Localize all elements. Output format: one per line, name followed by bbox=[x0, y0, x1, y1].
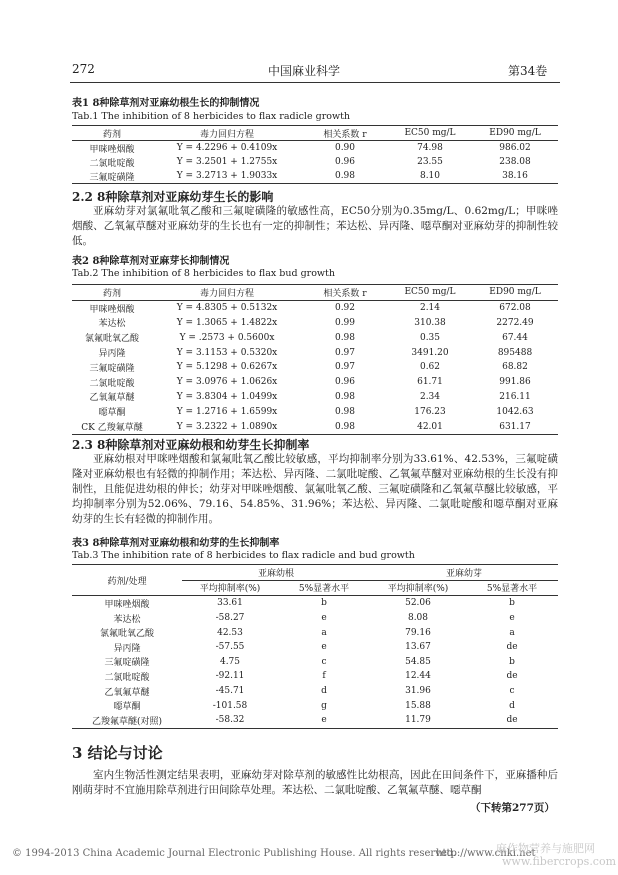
group-header: 亚麻幼根 bbox=[182, 565, 370, 581]
table-row bbox=[72, 684, 558, 699]
cell: 苯达松 bbox=[113, 614, 141, 625]
table-row bbox=[72, 625, 558, 640]
cell: Y = 3.2713 + 1.9033x bbox=[176, 171, 278, 181]
cell: d bbox=[509, 700, 515, 711]
cell: 2.34 bbox=[419, 391, 441, 402]
cell: 986.02 bbox=[499, 143, 531, 153]
col-header: ED90 mg/L bbox=[489, 287, 541, 298]
cell: g bbox=[321, 700, 327, 711]
volume-label: 第34卷 bbox=[508, 64, 548, 78]
cell: d bbox=[321, 686, 327, 697]
cell: 异丙隆 bbox=[113, 643, 141, 654]
cell: 38.16 bbox=[502, 171, 528, 181]
section-3-body bbox=[72, 768, 558, 798]
cell: 0.97 bbox=[334, 347, 356, 358]
paragraph: 亚麻幼芽对氯氟吡氧乙酸和三氟啶磺隆的敏感性高，EC50分别为0.35mg/L、0.62mg/L；甲咪唑烟酸、乙氧氟草醚对亚麻幼芽的生长也有一定的抑制性；苯达松、异丙隆、噁草酮对亚麻幼芽的抑制性较低。 bbox=[72, 205, 558, 247]
cell: 三氟啶磺隆 bbox=[89, 363, 135, 374]
copyright-notice: © 1994-2013 China Academic Journal Electronic Publishing House. All rights reserved. bbox=[12, 848, 457, 859]
cell: CK 乙羧氟草醚 bbox=[81, 423, 143, 434]
cell: e bbox=[321, 613, 327, 624]
table-header-row bbox=[72, 285, 558, 301]
col-header: 相关系数 r bbox=[323, 129, 367, 140]
cell: 异丙隆 bbox=[98, 349, 126, 360]
cell: 噁草酮 bbox=[113, 702, 141, 713]
col-header: 毒力回归方程 bbox=[199, 288, 254, 299]
table-row bbox=[72, 300, 558, 315]
table1-caption-en: Tab.1 The inhibition of 8 herbicides to flax radicle growth bbox=[72, 111, 351, 122]
sub-header: 5%显著水平 bbox=[486, 584, 538, 595]
cell: 氯氟吡氧乙酸 bbox=[99, 629, 154, 640]
watermark-url: www.fibercrops.com bbox=[502, 855, 617, 868]
cell: 3491.20 bbox=[411, 347, 449, 358]
table2-caption-en: Tab.2 The inhibition of 8 herbicides to flax bud growth bbox=[72, 268, 335, 279]
cell: Y = 1.2716 + 1.6599x bbox=[176, 406, 278, 417]
paragraph: 亚麻幼根对甲咪唑烟酸和氯氟吡氧乙酸比较敏感，平均抑制率分别为33.61%、42.53%，三氟啶磺隆对亚麻幼根也有轻微的抑制作用；苯达松、异丙隆、二氯吡啶酸、乙氧氟草醚对亚麻幼根的生长没有抑制性，且能促进幼根的伸长；幼芽对甲咪唑烟酸、氯氟吡氧乙酸、三氟啶磺隆和乙氧氟草醚比较敏感，平均抑制率分别为52.06%、79.16、54.85%、31.96%；苯达松、异丙隆、二氯吡啶酸和噁草酮对亚麻幼芽的生长有轻微的抑制作用。 bbox=[72, 453, 558, 525]
cell: 0.98 bbox=[334, 391, 356, 402]
group-header: 亚麻幼芽 bbox=[370, 565, 558, 581]
cell: 二氯吡啶酸 bbox=[104, 672, 150, 683]
paragraph: 室内生物活性测定结果表明，亚麻幼芽对除草剂的敏感性比幼根高，因此在田间条件下，亚麻播种后刚萌芽时不宜施用除草剂进行田间除草处理。苯达松、二氯吡啶酸、乙氧氟草醚、噁草酮 bbox=[72, 769, 558, 796]
table-row bbox=[72, 360, 558, 375]
section-2-3-body bbox=[72, 452, 558, 527]
cell: 8.10 bbox=[419, 171, 441, 181]
sub-header: 5%显著水平 bbox=[298, 584, 350, 595]
section-2-3-title: 2.3 8种除草剂对亚麻幼根和幼芽生长抑制率 bbox=[72, 438, 310, 452]
table2 bbox=[72, 284, 558, 435]
cell: -101.58 bbox=[212, 700, 248, 711]
table-row bbox=[72, 316, 558, 331]
cell: 672.08 bbox=[499, 303, 531, 314]
cell: 176.23 bbox=[414, 406, 446, 417]
cell: 33.61 bbox=[217, 598, 243, 609]
cell: 42.01 bbox=[417, 421, 443, 432]
cell: 0.98 bbox=[334, 171, 356, 181]
cell: Y = 4.8305 + 0.5132x bbox=[176, 303, 278, 314]
cell: Y = 3.8304 + 1.0499x bbox=[176, 391, 278, 402]
watermark-text: 麻作物营养与施肥网 bbox=[496, 842, 595, 855]
cell: 苯达松 bbox=[98, 319, 126, 330]
footer-url-link[interactable]: http://www.cnki.net bbox=[436, 848, 536, 859]
table-row bbox=[72, 698, 558, 713]
cell: 13.67 bbox=[405, 642, 431, 653]
cell: 4.75 bbox=[219, 656, 241, 667]
cell: 乙氧氟草醚 bbox=[89, 393, 135, 404]
cell: c bbox=[509, 686, 515, 697]
table-row bbox=[72, 390, 558, 405]
cell: 54.85 bbox=[405, 656, 431, 667]
cell: 0.92 bbox=[334, 303, 356, 314]
table-group-header-row bbox=[72, 565, 558, 581]
col-header: 药剂 bbox=[102, 288, 121, 299]
cell: 0.98 bbox=[334, 406, 356, 417]
header-rule bbox=[70, 82, 560, 83]
table-row bbox=[72, 330, 558, 345]
cell: Y = 3.2322 + 1.0890x bbox=[176, 421, 278, 432]
table-row bbox=[72, 713, 558, 728]
table2-caption-cn: 表2 8种除草剂对亚麻芽长抑制情况 bbox=[72, 256, 230, 267]
cell: 216.11 bbox=[499, 391, 531, 402]
cell: 2.14 bbox=[419, 303, 441, 314]
table-row bbox=[72, 596, 558, 611]
cell: Y = 5.1298 + 0.6267x bbox=[176, 362, 278, 373]
cell: Y = 1.3065 + 1.4822x bbox=[176, 317, 278, 328]
table-row bbox=[72, 655, 558, 670]
cell: 991.86 bbox=[499, 377, 531, 388]
col-header: 药剂/处理 bbox=[72, 565, 182, 596]
cell: 2272.49 bbox=[496, 317, 534, 328]
cell: 0.96 bbox=[334, 377, 356, 388]
cell: 11.79 bbox=[405, 715, 431, 726]
table-header-row bbox=[72, 126, 558, 141]
cell: 甲咪唑烟酸 bbox=[104, 599, 150, 610]
cell: 310.38 bbox=[414, 317, 446, 328]
cell: 0.62 bbox=[419, 362, 441, 373]
cell: 74.98 bbox=[417, 143, 443, 153]
col-header: 相关系数 r bbox=[323, 288, 367, 299]
cell: 二氯吡啶酸 bbox=[89, 378, 135, 389]
table3 bbox=[72, 564, 558, 729]
cell: b bbox=[509, 656, 515, 667]
cell: 0.98 bbox=[334, 332, 356, 343]
cell: 三氟啶磺隆 bbox=[104, 658, 150, 669]
cell: -57.55 bbox=[215, 642, 245, 653]
col-header: EC50 mg/L bbox=[404, 128, 456, 138]
cell: -92.11 bbox=[215, 671, 245, 682]
cell: 0.35 bbox=[419, 332, 441, 343]
cell: 67.44 bbox=[502, 332, 528, 343]
col-header: 药剂 bbox=[102, 129, 121, 140]
page-number: 272 bbox=[72, 62, 95, 76]
cell: c bbox=[321, 656, 327, 667]
cell: -58.32 bbox=[215, 715, 245, 726]
cell: Y = 3.1153 + 0.5320x bbox=[176, 347, 278, 358]
cell: e bbox=[321, 642, 327, 653]
section-3-title: 3 结论与讨论 bbox=[72, 744, 163, 762]
section-2-2-title: 2.2 8种除草剂对亚麻幼芽生长的影响 bbox=[72, 190, 274, 204]
cell: de bbox=[506, 642, 518, 653]
cell: 氯氟吡氧乙酸 bbox=[84, 334, 139, 345]
cell: 42.53 bbox=[217, 627, 243, 638]
cell: 噁草酮 bbox=[98, 408, 126, 419]
cell: 52.06 bbox=[405, 598, 431, 609]
cell: e bbox=[509, 613, 515, 624]
table1-caption-cn: 表1 8种除草剂对亚麻幼根生长的抑制情况 bbox=[72, 98, 260, 109]
table-row bbox=[72, 419, 558, 434]
table-row bbox=[72, 669, 558, 684]
cell: Y = .2573 + 0.5600x bbox=[179, 332, 275, 343]
cell: 0.97 bbox=[334, 362, 356, 373]
cell: 68.82 bbox=[502, 362, 528, 373]
cell: 238.08 bbox=[499, 157, 531, 167]
cell: 12.44 bbox=[405, 671, 431, 682]
cell: 31.96 bbox=[405, 686, 431, 697]
cell: a bbox=[321, 627, 327, 638]
cell: e bbox=[321, 715, 327, 726]
table-row bbox=[72, 640, 558, 655]
cell: 631.17 bbox=[499, 421, 531, 432]
cell: -45.71 bbox=[215, 686, 245, 697]
cell: a bbox=[509, 627, 515, 638]
table-row bbox=[72, 141, 558, 156]
cell: 8.08 bbox=[407, 613, 429, 624]
cell: 1042.63 bbox=[496, 406, 534, 417]
continued-note: （下转第277页） bbox=[470, 802, 555, 814]
cell: Y = 3.2501 + 1.2755x bbox=[176, 157, 278, 167]
col-header: EC50 mg/L bbox=[404, 287, 456, 298]
table1 bbox=[72, 125, 558, 184]
cell: 0.96 bbox=[334, 157, 356, 167]
cell: b bbox=[321, 598, 327, 609]
table-row bbox=[72, 611, 558, 626]
cell: 895488 bbox=[497, 347, 533, 358]
cell: de bbox=[506, 715, 518, 726]
cell: 甲咪唑烟酸 bbox=[89, 144, 135, 155]
col-header: 毒力回归方程 bbox=[199, 129, 254, 140]
cell: 15.88 bbox=[405, 700, 431, 711]
table-row bbox=[72, 169, 558, 184]
cell: 23.55 bbox=[417, 157, 443, 167]
journal-title: 中国麻业科学 bbox=[268, 64, 341, 78]
section-2-2-body bbox=[72, 204, 558, 249]
sub-header: 平均抑制率(%) bbox=[199, 584, 261, 595]
cell: 乙氧氟草醚 bbox=[104, 687, 150, 698]
cell: 0.98 bbox=[334, 421, 356, 432]
sub-header: 平均抑制率(%) bbox=[387, 584, 449, 595]
cell: 79.16 bbox=[405, 627, 431, 638]
cell: b bbox=[509, 598, 515, 609]
cell: 61.71 bbox=[417, 377, 443, 388]
table-row bbox=[72, 404, 558, 419]
cell: Y = 3.0976 + 1.0626x bbox=[176, 377, 278, 388]
cell: f bbox=[322, 671, 326, 682]
cell: 三氟啶磺隆 bbox=[89, 172, 135, 183]
table-row bbox=[72, 345, 558, 360]
cell: Y = 4.2296 + 0.4109x bbox=[176, 143, 278, 153]
table-row bbox=[72, 375, 558, 390]
cell: 甲咪唑烟酸 bbox=[89, 304, 135, 315]
cell: 0.90 bbox=[334, 143, 356, 153]
cell: 二氯吡啶酸 bbox=[89, 158, 135, 169]
cell: de bbox=[506, 671, 518, 682]
table3-caption-cn: 表3 8种除草剂对亚麻幼根和幼芽的生长抑制率 bbox=[72, 538, 280, 549]
table3-caption-en: Tab.3 The inhibition rate of 8 herbicides to flax radicle and bud growth bbox=[72, 550, 415, 561]
col-header: ED90 mg/L bbox=[489, 128, 541, 138]
cell: 乙羧氟草醚(对照) bbox=[91, 716, 163, 727]
cell: 0.99 bbox=[334, 317, 356, 328]
cell: -58.27 bbox=[215, 613, 245, 624]
table-row bbox=[72, 155, 558, 169]
